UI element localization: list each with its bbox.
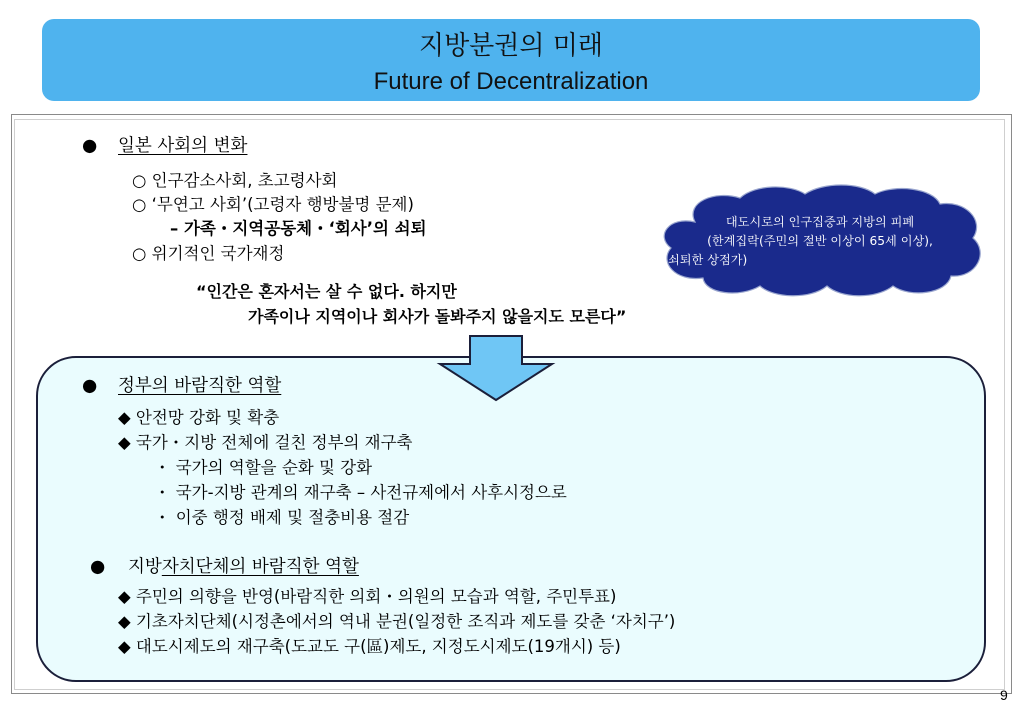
cloud-callout-line: 쇠퇴한 상점가) bbox=[668, 253, 748, 267]
cloud-callout-text bbox=[664, 213, 976, 270]
section1-item: ○ ‘무연고 사회’(고령자 행방불명 문제) bbox=[132, 195, 414, 214]
quote-line1: “인간은 혼자서는 살 수 없다. 하지만 bbox=[196, 282, 457, 301]
quote-line2: 가족이나 지역이나 회사가 돌봐주지 않을지도 모른다” bbox=[248, 307, 627, 326]
section2-heading: 정부의 바람직한 역할 bbox=[118, 376, 282, 396]
section3-heading bbox=[128, 555, 359, 579]
section1-heading: 일본 사회의 변화 bbox=[118, 136, 248, 156]
title-korean: 지방분권의 미래 bbox=[418, 31, 604, 61]
section2-item: ◆ 국가・지방 전체에 걸친 정부의 재구축 bbox=[118, 433, 413, 452]
section1-item: ○ 위기적인 국가재정 bbox=[132, 244, 285, 263]
section3-heading-plain: 지방 bbox=[128, 557, 162, 577]
section3-heading-underlined: 자치단체의 바람직한 역할 bbox=[161, 557, 359, 577]
section2-bullet: ● bbox=[82, 376, 98, 396]
section1-item: ○ 인구감소사회, 초고령사회 bbox=[132, 171, 338, 190]
section3-item: ◆ 대도시제도의 재구축(도교도 구(區)제도, 지정도시제도(19개시) 등) bbox=[118, 637, 621, 656]
section2-item: ◆ 안전망 강화 및 확충 bbox=[118, 408, 280, 427]
title-banner bbox=[42, 19, 980, 101]
down-arrow-icon bbox=[436, 334, 556, 402]
section1-subitem: – 가족・지역공동체・‘회사’의 쇠퇴 bbox=[170, 219, 427, 238]
section2-subitem: ・ 이중 행정 배제 및 절충비용 절감 bbox=[154, 508, 410, 527]
section3-item: ◆ 주민의 의향을 반영(바람직한 의회・의원의 모습과 역할, 주민투표) bbox=[118, 587, 617, 606]
title-english: Future of Decentralization bbox=[373, 68, 649, 95]
section1-bullet: ● bbox=[82, 136, 98, 156]
section2-subitem: ・ 국가의 역할을 순화 및 강화 bbox=[154, 458, 373, 477]
section3-bullet: ● bbox=[90, 557, 106, 577]
page-number: 9 bbox=[1000, 687, 1008, 703]
section3-item: ◆ 기초자치단체(시정촌에서의 역내 분권(일정한 조직과 제도를 갖춘 ‘자치구’) bbox=[118, 612, 676, 631]
cloud-callout-line: 대도시로의 인구집중과 지방의 피폐 bbox=[725, 215, 915, 229]
section2-subitem: ・ 국가-지방 관계의 재구축 – 사전규제에서 사후시정으로 bbox=[154, 483, 567, 502]
cloud-callout-line: (한계집락(주민의 절반 이상이 65세 이상), bbox=[707, 234, 933, 248]
